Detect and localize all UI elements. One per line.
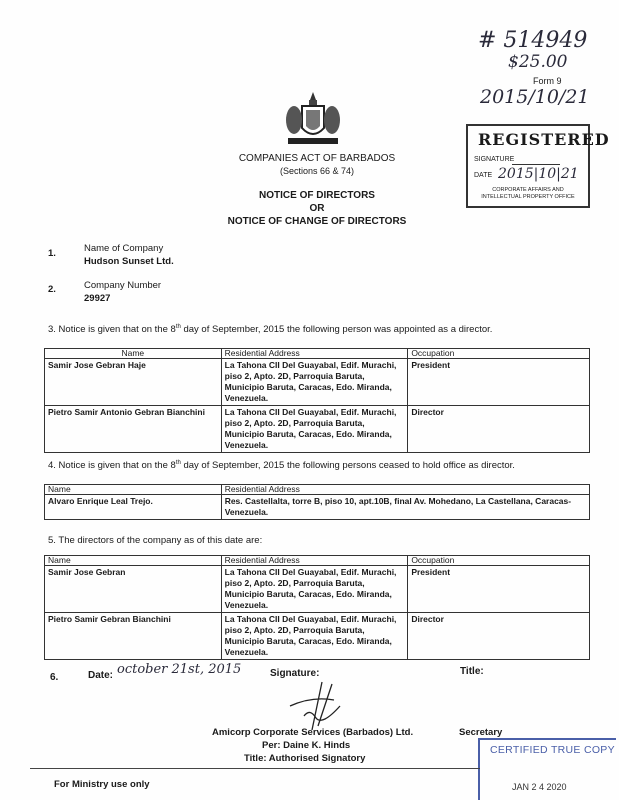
- ceased-director-name: Alvaro Enrique Leal Trejo.: [45, 495, 222, 520]
- handwritten-date: 2015/10/21: [480, 86, 590, 108]
- notice-change-title: NOTICE OF CHANGE OF DIRECTORS: [227, 216, 407, 227]
- table-header: Name: [45, 485, 222, 495]
- item4-text-post: day of September, 2015 the following persons ceased to hold office as director.: [180, 460, 515, 472]
- item4-sup: th: [175, 460, 181, 466]
- item2-number: 2.: [48, 284, 56, 295]
- company-name-value: Hudson Sunset Ltd.: [84, 256, 174, 267]
- item3-text-post: day of September, 2015 the following person was appointed as a director.: [180, 324, 493, 336]
- item3-notice: [48, 324, 492, 335]
- act-sections: (Sections 66 & 74): [279, 166, 355, 176]
- table-header: Name: [45, 349, 222, 359]
- director-occupation: President: [408, 566, 590, 613]
- certified-copy-stamp: [478, 738, 616, 800]
- director-name: Pietro Samir Gebran Bianchini: [45, 613, 222, 660]
- secretary-label: Secretary: [459, 727, 503, 738]
- title-label: Title:: [460, 666, 484, 677]
- footer-rule: [30, 768, 480, 769]
- table-header: Residential Address: [221, 485, 589, 495]
- table-header: Name: [45, 556, 222, 566]
- stamp-date-value: 2015|10|21: [498, 166, 579, 182]
- ceased-directors-table: [44, 484, 590, 520]
- notice-or: OR: [309, 203, 325, 214]
- director-name: Pietro Samir Antonio Gebran Bianchini: [45, 406, 222, 453]
- stamp-date-label: DATE: [474, 172, 493, 179]
- table-row: [45, 406, 590, 453]
- item3-text-pre: 3. Notice is given that on the 8: [48, 324, 176, 336]
- director-occupation: Director: [408, 613, 590, 660]
- director-address: La Tahona CII Del Guayabal, Edif. Murachi, piso 2, Apto. 2D, Parroquia Baruta, Municipio Baruta, Caracas, Edo. Miranda, Venezuela.: [221, 613, 408, 660]
- company-name-label: Name of Company: [84, 243, 164, 254]
- table-header: Residential Address: [221, 349, 408, 359]
- signatory-company: Amicorp Corporate Services (Barbados) Ltd.: [212, 727, 414, 738]
- item5-notice: 5. The directors of the company as of this date are:: [48, 535, 263, 546]
- registered-stamp: [466, 124, 610, 208]
- table-header: Residential Address: [221, 556, 408, 566]
- notice-title: NOTICE OF DIRECTORS: [259, 190, 375, 201]
- item6-number: 6.: [50, 672, 59, 683]
- act-title: COMPANIES ACT OF BARBADOS: [238, 153, 396, 164]
- director-name: Samir Jose Gebran Haje: [45, 359, 222, 406]
- stamp-office-line1: CORPORATE AFFAIRS AND: [492, 187, 564, 193]
- stamp-signature-label: SIGNATURE: [474, 156, 515, 163]
- handwritten-number: # 514949: [478, 28, 588, 53]
- stamp-signature-line: [512, 164, 560, 165]
- handwritten-fee: $25.00: [508, 52, 568, 72]
- company-number-value: 29927: [84, 293, 111, 304]
- current-directors-table: [44, 555, 590, 660]
- director-address: La Tahona CII Del Guayabal, Edif. Murachi, piso 2, Apto. 2D, Parroquia Baruta, Municipio Baruta, Caracas, Edo. Miranda, Venezuela.: [221, 406, 408, 453]
- item4-text-pre: 4. Notice is given that on the 8: [48, 460, 176, 472]
- table-header: Occupation: [408, 556, 590, 566]
- table-row: [45, 566, 590, 613]
- director-occupation: Director: [408, 406, 590, 453]
- certified-copy-date: JAN 2 4 2020: [512, 782, 567, 792]
- director-name: Samir Jose Gebran: [45, 566, 222, 613]
- director-address: La Tahona CII Del Guayabal, Edif. Murachi, piso 2, Apto. 2D, Parroquia Baruta, Municipio Baruta, Caracas, Edo. Miranda, Venezuela.: [221, 566, 408, 613]
- company-number-label: Company Number: [84, 280, 162, 291]
- signed-date-value: october 21st, 2015: [117, 662, 242, 677]
- director-address: La Tahona CII Del Guayabal, Edif. Murachi, piso 2, Apto. 2D, Parroquia Baruta, Municipio Baruta, Caracas, Edo. Miranda, Venezuela.: [221, 359, 408, 406]
- date-label: Date:: [88, 670, 114, 681]
- table-row: [45, 613, 590, 660]
- item3-sup: th: [175, 324, 181, 330]
- table-header: Occupation: [408, 349, 590, 359]
- item1-number: 1.: [48, 248, 56, 259]
- ceased-director-address: Res. Castellalta, torre B, piso 10, apt.10B, final Av. Mohedano, La Castellana, Caracas-Venezuela.: [221, 495, 589, 520]
- certified-copy-text: CERTIFIED TRUE COPY: [490, 744, 615, 756]
- coat-of-arms-logo: [280, 88, 346, 150]
- form-label: Form 9: [533, 76, 562, 86]
- item4-notice: [48, 460, 515, 471]
- table-row: [45, 495, 590, 520]
- handwritten-signature: [282, 676, 362, 732]
- appointed-directors-table: [44, 348, 590, 453]
- ministry-use-label: For Ministry use only: [54, 779, 150, 790]
- signature-label: Signature:: [270, 668, 320, 679]
- signatory-title: Title: Authorised Signatory: [244, 753, 366, 764]
- stamp-office-line2: INTELLECTUAL PROPERTY OFFICE: [481, 194, 575, 200]
- registered-stamp-title: REGISTERED: [478, 130, 610, 149]
- table-row: [45, 359, 590, 406]
- director-occupation: President: [408, 359, 590, 406]
- signatory-per: Per: Daine K. Hinds: [262, 740, 351, 751]
